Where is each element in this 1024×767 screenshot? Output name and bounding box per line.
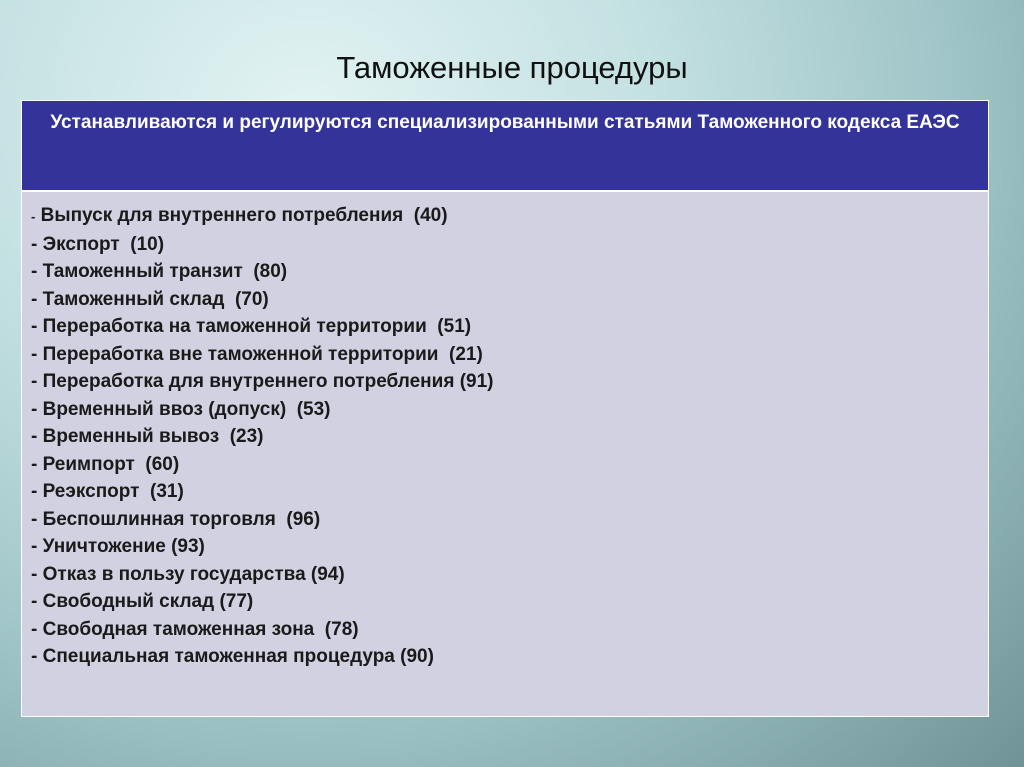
list-dash: -: [31, 398, 38, 420]
list-dash: -: [31, 536, 38, 557]
procedure-item: [31, 202, 988, 231]
list-dash: -: [31, 233, 38, 255]
procedure-list: [31, 202, 988, 671]
procedure-label: Уничтожение (93): [37, 536, 205, 557]
procedure-item: [31, 396, 988, 424]
procedure-item: [31, 286, 988, 314]
procedure-item: [31, 643, 988, 671]
procedure-label: Переработка на таможенной территории (51): [37, 316, 472, 337]
procedure-item: [31, 341, 988, 369]
list-dash: -: [31, 316, 38, 337]
list-dash: -: [31, 563, 38, 585]
slide-title: Таможенные процедуры: [336, 50, 688, 85]
list-dash: -: [31, 646, 38, 667]
list-dash: -: [31, 288, 38, 310]
procedure-item: [31, 533, 988, 561]
procedure-item: [31, 506, 988, 534]
procedure-label: Выпуск для внутреннего потребления (40): [35, 205, 448, 226]
procedure-item: [31, 313, 988, 341]
procedure-item: [31, 231, 988, 259]
list-dash: -: [31, 371, 38, 392]
list-dash: -: [31, 618, 38, 640]
procedure-label: Реимпорт (60): [37, 453, 180, 475]
procedure-label: Таможенный транзит (80): [37, 261, 288, 282]
procedure-label: Свободная таможенная зона (78): [37, 618, 359, 640]
procedure-item: [31, 616, 988, 644]
procedure-item: [31, 478, 988, 506]
procedure-item: [31, 451, 988, 479]
table-body: [22, 192, 988, 716]
procedure-label: Таможенный склад (70): [37, 288, 269, 310]
list-dash: -: [31, 453, 38, 475]
procedure-item: [31, 368, 988, 396]
procedure-label: Беспошлинная торговля (96): [37, 508, 321, 530]
procedure-label: Специальная таможенная процедура (90): [37, 646, 434, 667]
list-dash: -: [31, 508, 38, 530]
list-dash: -: [31, 591, 38, 612]
procedure-item: [31, 258, 988, 286]
procedure-label: Реэкспорт (31): [37, 481, 184, 502]
procedure-label: Свободный склад (77): [37, 591, 254, 612]
list-dash: -: [31, 209, 36, 224]
table-header: Устанавливаются и регулируются специализированными статьями Таможенного кодекса ЕАЭС: [22, 101, 988, 192]
list-dash: -: [31, 426, 38, 447]
procedure-label: Временный ввоз (допуск) (53): [37, 398, 331, 420]
procedure-label: Переработка для внутреннего потребления (91): [37, 371, 494, 392]
procedure-item: [31, 423, 988, 451]
procedure-label: Отказ в пользу государства (94): [37, 563, 345, 585]
procedure-label: Переработка вне таможенной территории (21): [37, 343, 483, 365]
procedure-item: [31, 588, 988, 616]
procedure-item: [31, 561, 988, 589]
procedure-label: Экспорт (10): [37, 233, 165, 255]
list-dash: -: [31, 343, 38, 365]
procedure-label: Временный вывоз (23): [37, 426, 264, 447]
list-dash: -: [31, 481, 38, 502]
list-dash: -: [31, 261, 38, 282]
procedures-table: [21, 100, 989, 717]
